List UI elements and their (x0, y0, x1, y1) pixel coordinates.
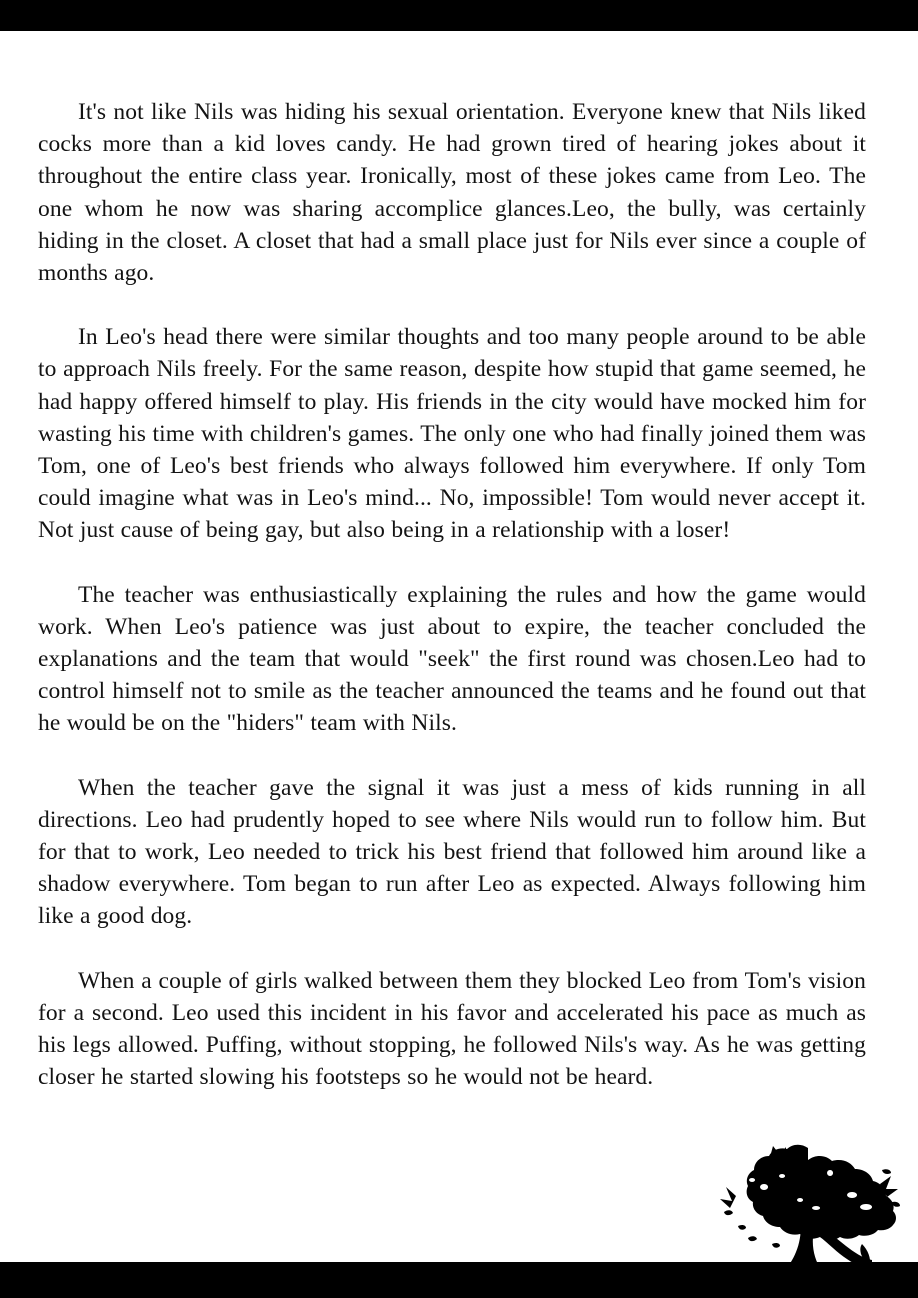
paragraph-2: In Leo's head there were similar thoughts and too many people around to be able to approach Nils freely. For the same reason, despite how stupid that game seemed, he had happy offered himself to play. His friends in the city would have mocked him for wasting his time with children's games. The only one who had finally joined them was Tom, one of Leo's best friends who always followed him everywhere. If only Tom could imagine what was in Leo's mind... No, impossible! Tom would never accept it. Not just cause of being gay, but also being in a relationship with a loser! (38, 324, 866, 544)
paragraph-4: When the teacher gave the signal it was just a mess of kids running in all directions. Leo had prudently hoped to see where Nils would run to follow him. But for that to work, Leo needed to trick his best friend that followed him around like a shadow everywhere. Tom began to run after Leo as expected. Always following him like a good dog. (38, 774, 866, 930)
paragraph-5: When a couple of girls walked between them they blocked Leo from Tom's vision for a second. Leo used this incident in his favor and accelerated his pace as much as his legs allowed. Puffing, without stopping, he followed Nils's way. As he was getting closer he started slowing his footsteps so he would not be heard. (38, 967, 866, 1091)
page-text-content (38, 96, 866, 1093)
page-bottom-border-bar (0, 1262, 918, 1298)
page-top-border-bar (0, 0, 918, 31)
paragraph-1: It's not like Nils was hiding his sexual orientation. Everyone knew that Nils liked cocks more than a kid loves candy. He had grown tired of hearing jokes about it throughout the entire class year. Ironically, most of these jokes came from Leo. The one whom he now was sharing accomplice glances.Leo, the bully, was certainly hiding in the closet. A closet that had a small place just for Nils ever since a couple of months ago. (38, 99, 866, 287)
paragraph-3: The teacher was enthusiastically explaining the rules and how the game would work. When Leo's patience was just about to expire, the teacher concluded the explanations and the team that would "seek" the first round was chosen.Leo had to control himself not to smile as the teacher announced the teams and he found out that he would be on the "hiders" team with Nils. (38, 581, 866, 737)
